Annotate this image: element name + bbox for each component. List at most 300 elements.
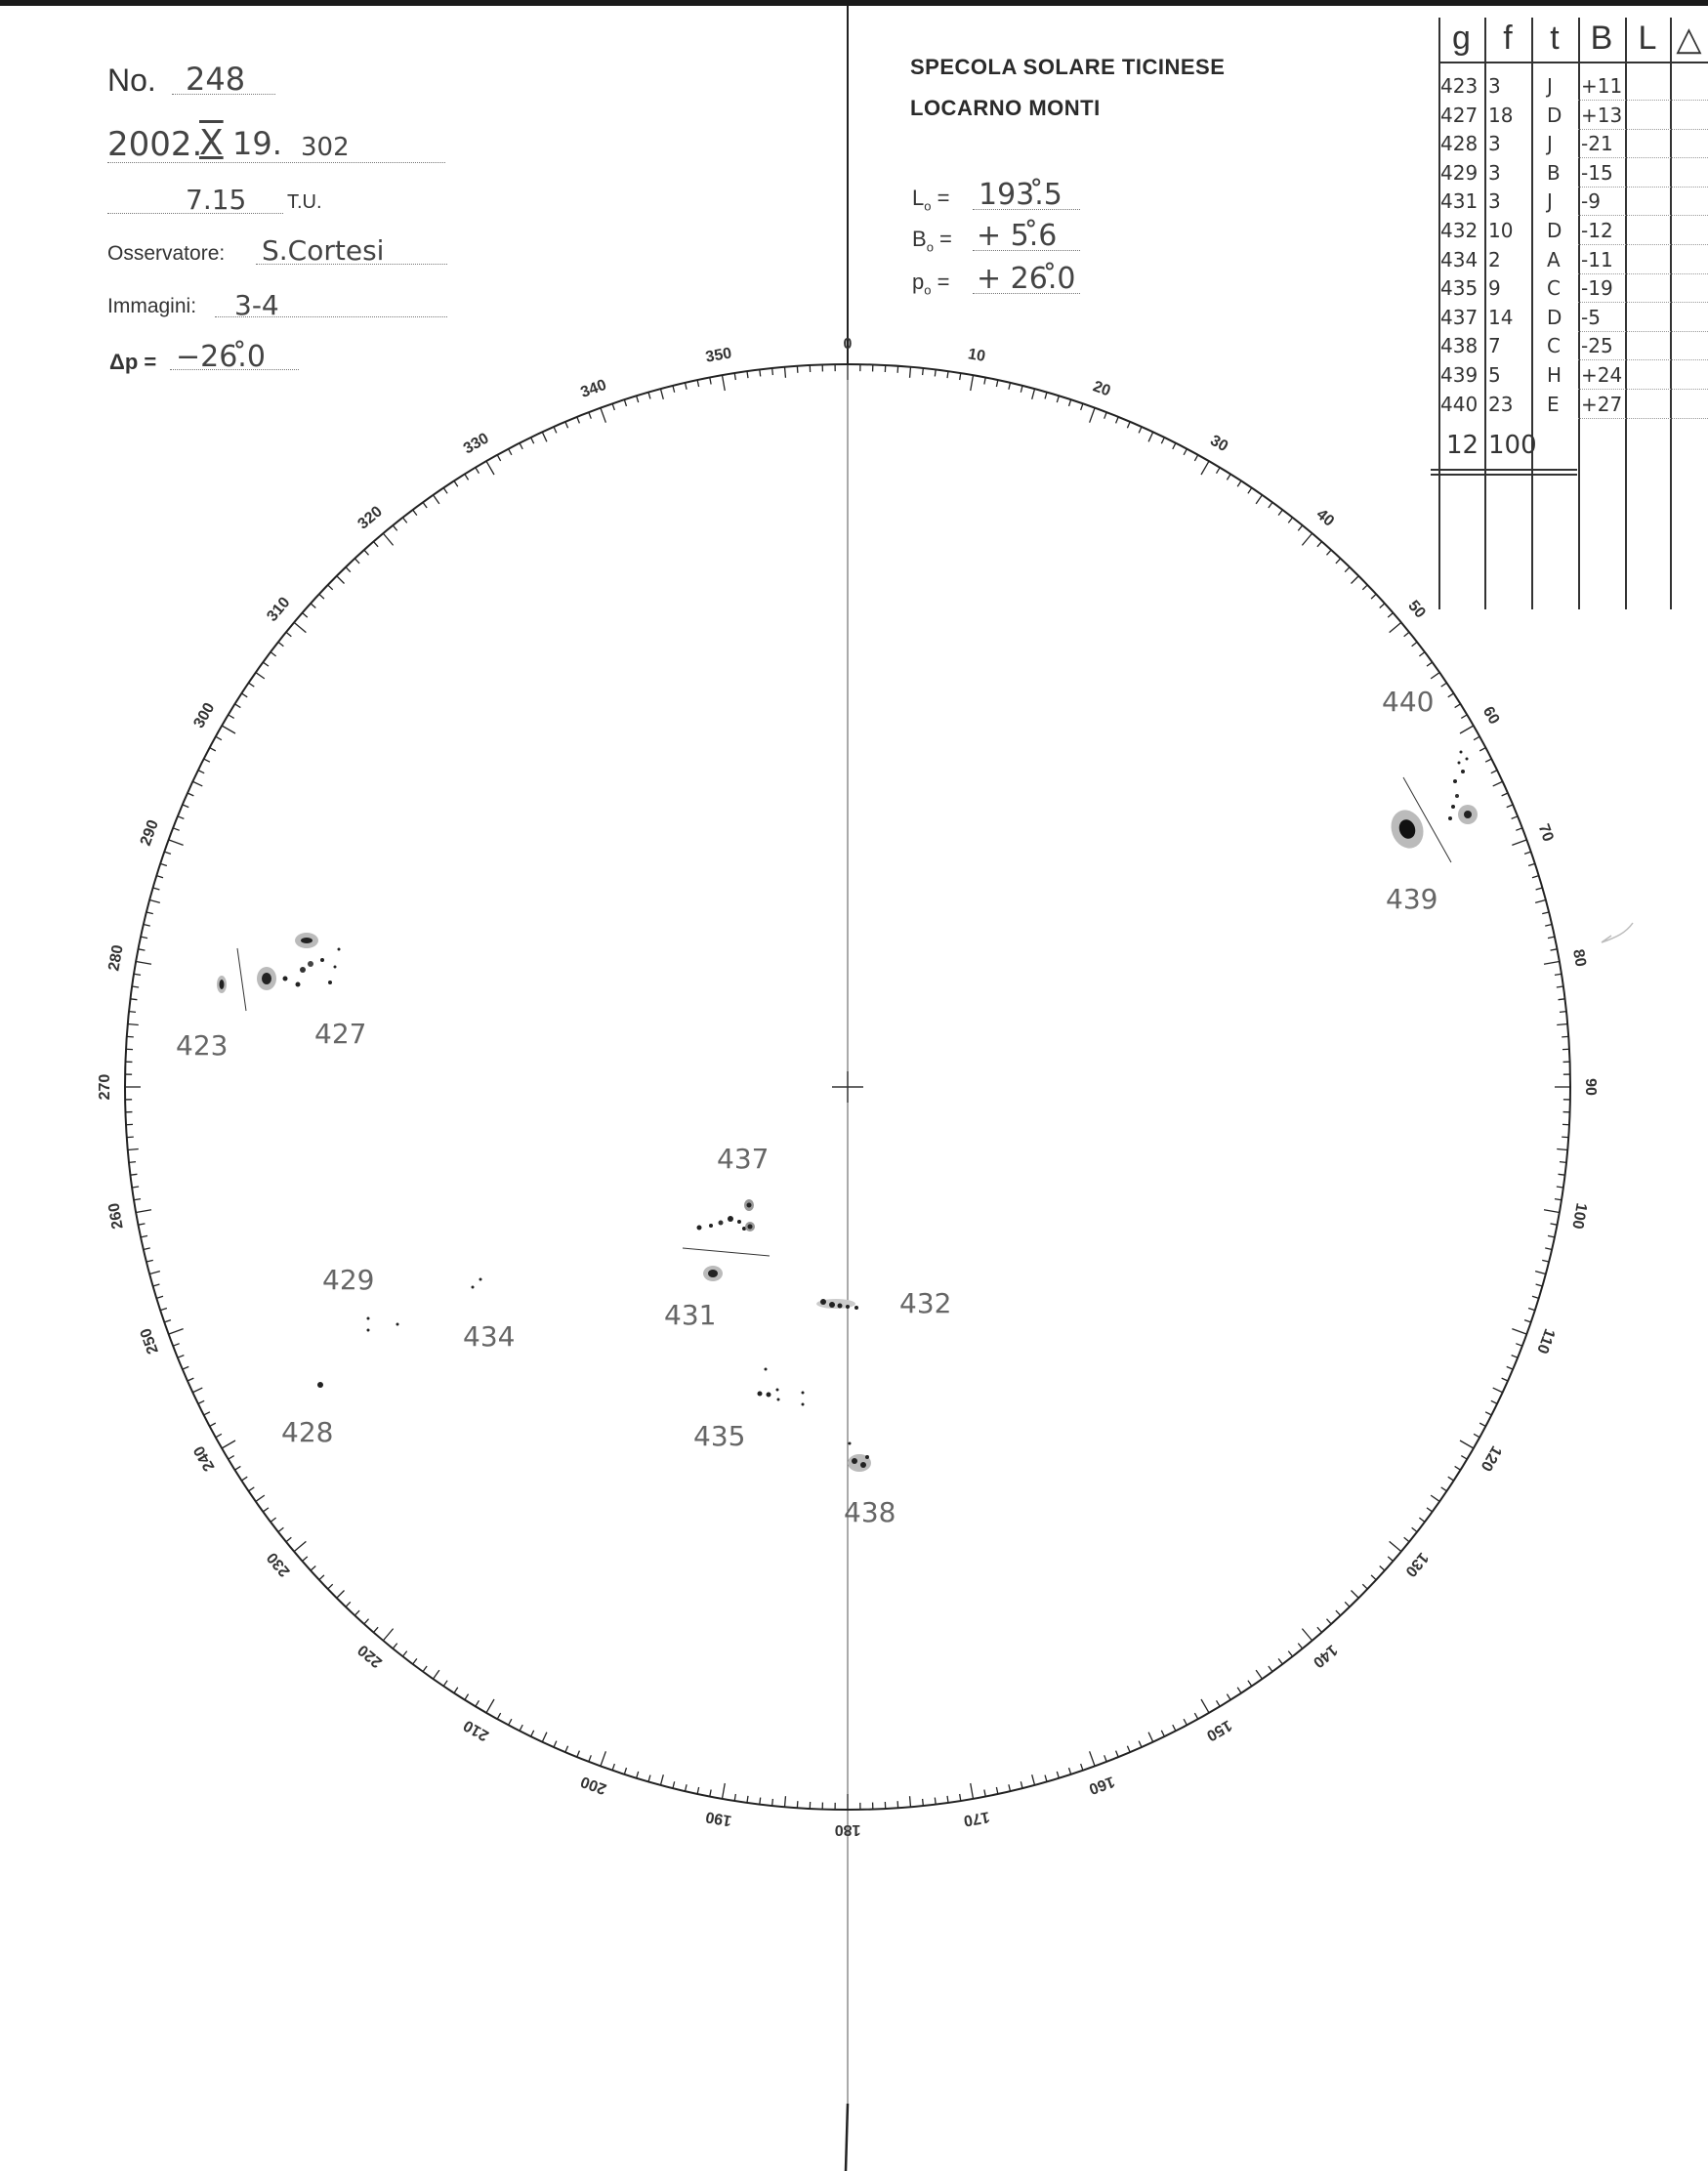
degree-tick: [1419, 1518, 1425, 1522]
degree-tick: [1559, 1174, 1565, 1175]
table-cell-f: 18: [1488, 103, 1514, 127]
degree-tick: [141, 1235, 147, 1236]
degree-tick: [465, 1694, 469, 1700]
degree-tick: [1461, 715, 1467, 719]
degree-tick: [648, 393, 650, 399]
group-label-440: 440: [1382, 686, 1435, 718]
time-value: 7.15: [186, 184, 247, 216]
degree-tick: [1351, 1590, 1358, 1598]
degree-tick: [577, 417, 580, 423]
degree-tick: [710, 378, 711, 385]
degree-tick: [1535, 899, 1546, 902]
degree-tick: [454, 1688, 458, 1693]
degree-tick: [278, 642, 284, 646]
degree-tick: [1455, 1466, 1461, 1470]
degree-tick: [910, 367, 911, 378]
degree-tick: [589, 412, 592, 419]
degree-tick: [319, 1575, 324, 1580]
degree-tick: [1317, 542, 1322, 547]
degree-tick: [374, 1627, 379, 1632]
degree-tick: [198, 1400, 204, 1403]
degree-tick: [1431, 1495, 1439, 1501]
sunspot-group-439: [1386, 777, 1451, 862]
degree-tick: [1528, 863, 1535, 865]
table-header-f: f: [1503, 20, 1513, 57]
degree-tick: [520, 1725, 522, 1731]
degree-tick: [222, 1440, 235, 1448]
table-cell-g: 437: [1440, 305, 1479, 329]
degree-tick: [509, 1719, 512, 1725]
degree-tick: [1116, 417, 1119, 423]
degree-tick: [234, 704, 240, 708]
degree-tick: [960, 373, 961, 380]
degree-tick: [1516, 1344, 1522, 1347]
degree-tick: [434, 495, 439, 504]
degree-tick: [1559, 999, 1565, 1000]
degree-label-10: 10: [966, 346, 987, 365]
degree-tick: [1139, 427, 1142, 433]
table-header-t: t: [1550, 20, 1560, 57]
degree-tick: [1512, 1329, 1526, 1334]
degree-tick: [216, 736, 222, 739]
degree-tick: [785, 1796, 786, 1807]
degree-tick: [129, 1012, 136, 1013]
degree-tick: [1390, 622, 1401, 632]
degree-label-20: 20: [1090, 378, 1113, 400]
degree-tick: [660, 1774, 663, 1785]
degree-tick: [520, 443, 522, 449]
degree-tick: [139, 949, 146, 950]
degree-tick: [413, 1658, 417, 1664]
degree-tick: [1045, 1775, 1047, 1782]
table-total-spots: 100: [1488, 431, 1537, 460]
degree-tick: [311, 604, 315, 608]
degree-tick: [303, 1557, 308, 1562]
degree-label-90: 90: [1582, 1078, 1599, 1096]
degree-tick: [354, 1610, 359, 1615]
table-total-line-2: [1431, 474, 1577, 476]
table-col-line-4: [1625, 18, 1627, 609]
table-cell-B: -15: [1581, 160, 1613, 185]
table-cell-f: 23: [1488, 392, 1514, 416]
degree-tick: [1288, 518, 1292, 523]
degree-tick: [393, 1644, 396, 1649]
degree-label-80: 80: [1569, 947, 1589, 969]
degree-tick: [577, 1751, 580, 1757]
degree-tick: [1412, 642, 1418, 646]
table-cell-f: 3: [1488, 160, 1501, 185]
table-cell-g: 439: [1440, 363, 1479, 387]
degree-tick: [286, 632, 291, 636]
degree-tick: [1512, 816, 1518, 819]
degree-tick: [1371, 1575, 1376, 1580]
degree-tick: [984, 378, 985, 385]
degree-tick: [192, 781, 202, 786]
degree-tick: [383, 533, 393, 545]
degree-tick: [1127, 422, 1130, 428]
images-label: Immagini:: [107, 295, 197, 317]
degree-label-190: 190: [704, 1808, 733, 1829]
degree-tick: [1404, 632, 1409, 636]
degree-tick: [1302, 533, 1312, 545]
degree-label-0: 0: [843, 336, 853, 353]
degree-tick: [960, 1794, 961, 1801]
degree-tick: [747, 371, 748, 378]
degree-tick: [160, 1309, 167, 1311]
degree-label-120: 120: [1477, 1442, 1505, 1475]
degree-tick: [1460, 1440, 1474, 1448]
table-cell-B: -9: [1581, 189, 1601, 214]
degree-tick: [1388, 1557, 1393, 1562]
degree-tick: [136, 1210, 151, 1213]
degree-tick: [1032, 1774, 1035, 1785]
observatory-name: SPECOLA SOLARE TICINESE: [910, 55, 1226, 79]
degree-tick: [1336, 559, 1341, 564]
degree-tick: [476, 1700, 479, 1706]
margin-mark: [1602, 923, 1633, 942]
degree-tick: [1491, 1400, 1497, 1403]
degree-tick: [1560, 1012, 1566, 1013]
degree-tick: [1237, 1688, 1241, 1693]
degree-tick: [554, 427, 557, 433]
degree-tick: [601, 408, 605, 423]
table-cell-g: 431: [1440, 189, 1479, 214]
table-cell-B: -12: [1581, 219, 1613, 242]
degree-tick: [164, 1320, 171, 1322]
degree-tick: [169, 840, 184, 845]
degree-tick: [1298, 525, 1302, 530]
degree-tick: [1512, 1356, 1518, 1358]
degree-tick: [1502, 793, 1508, 796]
degree-tick: [1412, 1527, 1418, 1531]
degree-tick: [128, 1149, 139, 1150]
degree-tick: [164, 852, 171, 854]
degree-tick: [1441, 1487, 1447, 1491]
degree-tick: [1127, 1746, 1130, 1752]
degree-tick: [1032, 389, 1035, 399]
degree-tick: [637, 1772, 639, 1778]
degree-tick: [1388, 613, 1393, 618]
degree-tick: [673, 1781, 675, 1788]
table-header-line: [1438, 62, 1708, 63]
degree-tick: [183, 1366, 188, 1369]
degree-tick: [1431, 673, 1439, 679]
degree-tick: [723, 1783, 726, 1799]
degree-tick: [1090, 408, 1095, 423]
degree-tick: [153, 1284, 160, 1286]
degree-label-340: 340: [578, 376, 609, 401]
degree-tick: [204, 1412, 210, 1415]
table-cell-f: 3: [1488, 132, 1501, 156]
p0-value: + 26.̊0: [977, 262, 1076, 296]
degree-label-60: 60: [1479, 703, 1503, 728]
degree-tick: [153, 888, 160, 890]
degree-tick: [364, 550, 369, 555]
table-cell-B: +24: [1581, 363, 1623, 387]
table-header-delta: △: [1676, 21, 1702, 58]
degree-tick: [1248, 488, 1252, 494]
degree-tick: [216, 1434, 222, 1437]
degree-tick: [1161, 438, 1164, 443]
degree-tick: [294, 622, 306, 632]
degree-tick: [1317, 1627, 1322, 1632]
degree-tick: [1184, 449, 1187, 455]
degree-tick: [1194, 1713, 1197, 1719]
degree-tick: [1419, 652, 1425, 656]
degree-tick: [156, 876, 163, 878]
degree-tick: [1557, 1149, 1567, 1150]
degree-tick: [146, 912, 153, 914]
group-label-429: 429: [322, 1264, 375, 1296]
degree-tick: [144, 1248, 150, 1250]
degree-tick: [1217, 468, 1221, 474]
degree-tick: [1256, 1670, 1262, 1679]
degree-tick: [1524, 852, 1531, 854]
degree-tick: [1057, 1772, 1059, 1778]
degree-tick: [1045, 393, 1047, 399]
degree-tick: [589, 1755, 592, 1762]
degree-tick: [509, 449, 512, 455]
degree-tick: [1069, 399, 1071, 406]
group-label-437: 437: [717, 1143, 770, 1175]
degree-tick: [1351, 576, 1358, 584]
degree-tick: [734, 1794, 735, 1801]
table-col-line-2: [1531, 18, 1533, 609]
degree-tick: [146, 1260, 153, 1262]
l0-letter: L: [912, 186, 925, 210]
degree-tick: [923, 1799, 924, 1806]
degree-tick: [374, 542, 379, 547]
degree-tick: [497, 1713, 500, 1719]
degree-tick: [1345, 567, 1350, 572]
degree-tick: [263, 662, 269, 666]
degree-tick: [1116, 1751, 1119, 1757]
degree-tick: [1336, 1610, 1341, 1615]
degree-label-220: 220: [354, 1641, 386, 1671]
degree-tick: [971, 375, 974, 391]
degree-tick: [935, 1798, 936, 1805]
degree-tick: [971, 1783, 974, 1799]
degree-tick: [1069, 1768, 1071, 1774]
group-label-435: 435: [693, 1420, 746, 1452]
degree-tick: [210, 1423, 216, 1426]
degree-tick: [673, 386, 675, 393]
sunspot-group-440: [1448, 751, 1478, 825]
degree-tick: [423, 1666, 427, 1672]
table-cell-g: 435: [1440, 276, 1479, 301]
table-header-L: L: [1638, 20, 1657, 57]
degree-tick: [1194, 455, 1197, 461]
degree-tick: [996, 1787, 997, 1794]
table-cell-t: B: [1547, 160, 1561, 185]
degree-tick: [1551, 949, 1558, 950]
degree-tick: [1532, 876, 1539, 878]
degree-tick: [1362, 1584, 1367, 1589]
degree-label-320: 320: [354, 503, 386, 533]
degree-tick: [1536, 1284, 1543, 1286]
degree-tick: [354, 559, 359, 564]
degree-tick: [910, 1796, 911, 1807]
degree-tick: [402, 1651, 406, 1657]
degree-label-130: 130: [1401, 1549, 1432, 1580]
degree-tick: [612, 1764, 614, 1771]
degree-label-290: 290: [137, 817, 162, 849]
degree-label-100: 100: [1568, 1201, 1590, 1231]
degree-tick: [734, 373, 735, 380]
degree-tick: [149, 1272, 160, 1274]
degree-tick: [1326, 550, 1331, 555]
degree-label-280: 280: [105, 943, 127, 973]
table-cell-B: -25: [1581, 334, 1613, 358]
table-cell-f: 5: [1488, 363, 1501, 387]
table-header-B: B: [1590, 20, 1613, 57]
degree-label-350: 350: [704, 345, 733, 366]
degree-tick: [497, 455, 500, 461]
degree-tick: [565, 1746, 568, 1752]
degree-tick: [1081, 403, 1083, 410]
table-cell-f: 9: [1488, 276, 1501, 301]
degree-tick: [294, 1541, 306, 1551]
degree-tick: [923, 368, 924, 375]
table-cell-g: 423: [1440, 74, 1479, 98]
table-cell-t: J: [1547, 74, 1553, 98]
table-cell-t: A: [1547, 247, 1561, 271]
degree-tick: [1288, 1651, 1292, 1657]
degree-tick: [1544, 1210, 1560, 1213]
degree-tick: [1184, 1719, 1187, 1725]
degree-tick: [210, 748, 216, 751]
degree-tick: [1528, 1309, 1535, 1311]
degree-label-70: 70: [1534, 821, 1557, 845]
group-label-428: 428: [281, 1416, 334, 1448]
degree-tick: [328, 1584, 333, 1589]
number-label: No.: [107, 63, 156, 98]
degree-tick: [178, 1356, 184, 1358]
degree-tick: [1544, 962, 1560, 965]
sunspot-group-429: [367, 1317, 399, 1332]
degree-tick: [160, 863, 167, 865]
p0-label: $p_o$ =: [912, 270, 950, 298]
degree-tick: [249, 683, 255, 687]
degree-tick: [1455, 704, 1461, 708]
degree-tick: [134, 974, 141, 975]
degree-tick: [697, 380, 698, 387]
degree-tick: [1227, 474, 1230, 480]
degree-tick: [132, 1187, 139, 1188]
degree-label-110: 110: [1533, 1326, 1559, 1357]
degree-tick: [187, 1378, 193, 1381]
degree-tick: [1161, 1731, 1164, 1736]
table-cell-g: 429: [1440, 160, 1479, 185]
table-cell-g: 438: [1440, 334, 1479, 358]
degree-tick: [1227, 1694, 1230, 1700]
degree-tick: [192, 1388, 202, 1393]
degree-tick: [271, 1518, 276, 1522]
table-cell-t: D: [1547, 219, 1562, 242]
degree-label-50: 50: [1404, 597, 1429, 622]
degree-tick: [785, 367, 786, 378]
degree-tick: [402, 518, 406, 523]
degree-label-180: 180: [834, 1821, 861, 1838]
degree-tick: [241, 1477, 247, 1481]
degree-tick: [256, 673, 265, 679]
degree-tick: [337, 1590, 345, 1598]
degree-tick: [486, 461, 494, 475]
group-label-438: 438: [844, 1496, 896, 1528]
degree-tick: [434, 1670, 439, 1679]
degree-tick: [554, 1741, 557, 1747]
degree-tick: [1548, 937, 1555, 938]
degree-tick: [1493, 781, 1503, 786]
degree-tick: [128, 1024, 139, 1025]
degree-tick: [1173, 443, 1176, 449]
degree-tick: [1237, 480, 1241, 486]
table-cell-B: -11: [1581, 247, 1613, 271]
degree-tick: [1148, 432, 1153, 441]
observer-value: S.Cortesi: [262, 234, 385, 267]
table-cell-t: E: [1547, 392, 1560, 416]
degree-tick: [1474, 1434, 1479, 1437]
degree-tick: [624, 399, 626, 406]
degree-tick: [1269, 1666, 1272, 1672]
degree-tick: [1557, 1187, 1563, 1188]
degree-tick: [1090, 1751, 1095, 1766]
degree-tick: [1021, 1781, 1022, 1788]
degree-tick: [1479, 1423, 1485, 1426]
degree-label-30: 30: [1207, 432, 1231, 456]
degree-tick: [1460, 726, 1474, 733]
degree-tick: [1485, 759, 1491, 762]
degree-tick: [1536, 888, 1543, 890]
table-cell-B: -5: [1581, 305, 1601, 329]
degree-tick: [747, 1796, 748, 1803]
degree-tick: [1532, 1296, 1539, 1298]
degree-tick: [612, 403, 614, 410]
degree-tick: [660, 389, 663, 399]
degree-tick: [1278, 1658, 1282, 1664]
degree-tick: [772, 368, 773, 375]
sunspot-group-423: [217, 948, 246, 1011]
degree-tick: [144, 925, 150, 927]
degree-tick: [319, 594, 324, 599]
degree-tick: [131, 1174, 138, 1175]
l0-sub: o: [924, 198, 932, 214]
degree-tick: [531, 438, 534, 443]
p0-sub: o: [924, 282, 932, 298]
degree-tick: [393, 525, 396, 530]
date-day: 19.: [232, 125, 282, 162]
degree-label-250: 250: [137, 1325, 162, 1357]
degree-tick: [1516, 828, 1522, 831]
degree-tick: [947, 371, 948, 378]
degree-tick: [1081, 1764, 1083, 1771]
degree-tick: [1507, 805, 1513, 808]
degree-tick: [183, 805, 188, 808]
degree-tick: [1474, 736, 1479, 739]
degree-tick: [1345, 1602, 1350, 1607]
degree-tick: [1326, 1619, 1331, 1624]
degree-tick: [1427, 1508, 1433, 1512]
sunspot-group-428: [317, 1382, 323, 1388]
table-cell-B: -19: [1581, 276, 1613, 301]
table-cell-g: 432: [1440, 219, 1479, 242]
degree-tick: [624, 1768, 626, 1774]
table-cell-t: C: [1547, 334, 1561, 358]
degree-tick: [486, 1699, 494, 1713]
table-col-line-3: [1578, 18, 1580, 609]
degree-tick: [1104, 412, 1107, 419]
degree-tick: [1493, 1388, 1503, 1393]
